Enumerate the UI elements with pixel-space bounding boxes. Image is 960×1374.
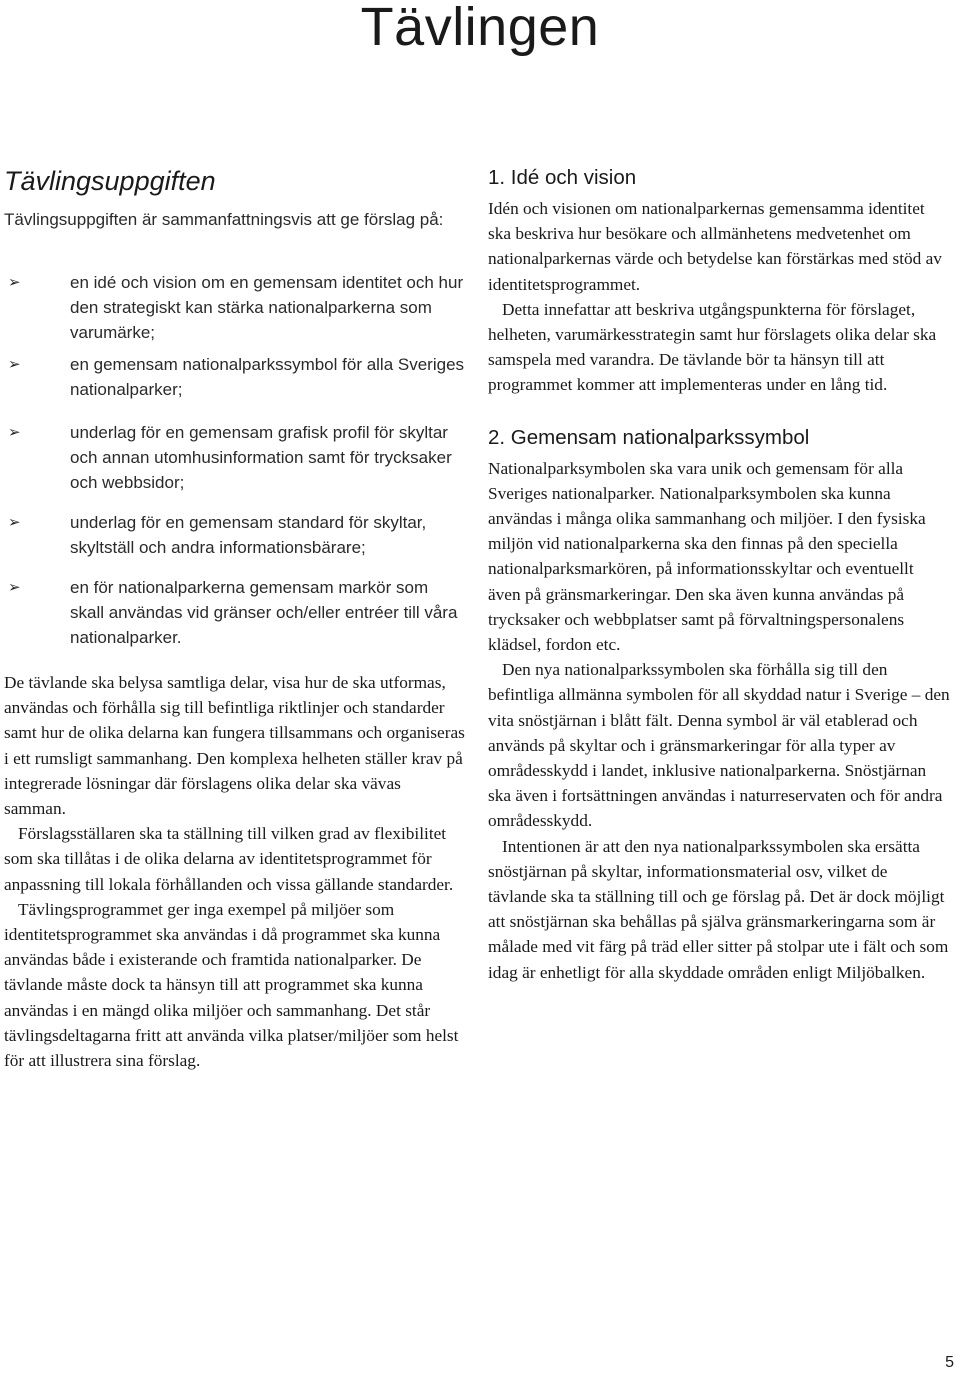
page-title: Tävlingen: [360, 0, 600, 57]
list-item: [4, 575, 466, 650]
paragraph: Detta innefattar att beskriva utgångspunkterna för förslaget, helheten, varumärkesstrategin samt hur förslagets olika delar ska samspela med varandra. De tävlande bör ta hänsyn till att programmet kommer att implementeras under en lång tid.: [488, 299, 937, 395]
page-number: 5: [945, 1354, 954, 1371]
arrow-bullet-icon: ➢: [8, 513, 21, 531]
list-item-text: en för nationalparkerna gemensam markör som skall användas vid gränser och/eller entréer till våra nationalparker.: [70, 578, 458, 647]
paragraph: Tävlingsprogrammet ger inga exempel på miljöer som identitetsprogrammet ska användas i då programmet ska kunna användas både i existerande och framtida nationalparker. De tävlande måste dock ta hänsyn till att programmet ska kunna användas i en mängd olika miljöer och sammanhang. Det står tävlingsdeltagarna fritt att använda vilka platser/miljöer som helst för att illustrera sina förslag.: [4, 899, 459, 1071]
list-item: [4, 420, 466, 495]
section-heading-nationalparkssymbol: 2. Gemensam nationalparkssymbol: [488, 425, 810, 449]
list-item-text: en gemensam nationalparkssymbol för alla Sveriges nationalparker;: [70, 355, 465, 399]
list-item-text: en idé och vision om en gemensam identitet och hur den strategiskt kan stärka nationalparkerna som varumärke;: [70, 273, 464, 342]
task-list: [4, 270, 466, 650]
paragraph: Nationalparksymbolen ska vara unik och gemensam för alla Sveriges nationalparker. Nationalparksymbolen ska kunna användas i många olika sammanhang och miljöer. I den fysiska miljön vid nationalparkerna ska den finnas på den speciella nationalparksmarkören, på informationsskyltar och eventuellt även på gränsmarkeringar. Den ska även kunna användas på trycksaker och webbplatser samt på förvaltningspersonalens klädsel, fordon etc.: [488, 458, 926, 655]
list-item: [4, 352, 466, 402]
paragraph: Intentionen är att den nya nationalparkssymbolen ska ersätta snöstjärnan på skyltar, informationsmaterial osv, vilket de tävlande ska ta ställning till och ge förslag på. Det är dock möjligt att snöstjärnan ska behållas på själva gränsmarkeringarna som är målade med vit färg på träd eller sitter på stolpar ute i fält och som idag är enhetligt för alla skyddade områden enligt Miljöbalken.: [488, 836, 949, 982]
section-heading-ide-och-vision: 1. Idé och vision: [488, 166, 637, 189]
paragraph: Den nya nationalparkssymbolen ska förhålla sig till den befintliga allmänna symbolen för all skyddad natur i Sverige – den vita snöstjärnan i blått fält. Denna symbol är väl etablerad och används på skyltar och i gränsmarkeringar för alla typer av områdesskydd i landet, inklusive nationalparkerna. Snöstjärnan ska även i fortsättningen användas i naturreservaten och för andra områdesskydd.: [488, 660, 950, 831]
list-item: [4, 510, 466, 560]
list-item-text: underlag för en gemensam grafisk profil för skyltar och annan utomhusinformation samt för trycksaker och webbsidor;: [70, 423, 452, 492]
paragraph: De tävlande ska belysa samtliga delar, visa hur de ska utformas, användas och förhålla sig till befintliga riktlinjer och standarder samt hur de olika delarna kan fungera tillsammans och organiseras i ett rumsligt sammanhang. Den komplexa helheten ställer krav på integrerade lösningar där förslagens olika delar ska vävas samman.: [4, 673, 465, 819]
paragraph: Förslagsställaren ska ta ställning till vilken grad av flexibilitet som ska tillåtas i de olika delarna av identitetsprogrammet för anpassning till lokala förhållanden och vissa gällande standarder.: [4, 824, 454, 894]
arrow-bullet-icon: ➢: [8, 355, 21, 373]
body-text: [4, 670, 466, 1073]
arrow-bullet-icon: ➢: [8, 423, 21, 441]
paragraph: Idén och visionen om nationalparkernas gemensamma identitet ska beskriva hur besökare och allmänhetens medvetenhet om nationalparkernas värde och betydelse kan förstärkas med stöd av identitetsprogrammet.: [488, 199, 942, 294]
list-item-text: underlag för en gemensam standard för skyltar, skyltställ och andra informationsbärare;: [70, 513, 427, 557]
list-item: [4, 270, 466, 345]
intro-text: Tävlingsuppgiften är sammanfattningsvis att ge förslag på:: [4, 210, 444, 229]
section-heading-tavlingsuppgiften: Tävlingsuppgiften: [4, 166, 216, 196]
arrow-bullet-icon: ➢: [8, 578, 21, 596]
arrow-bullet-icon: ➢: [8, 273, 21, 291]
right-column: [488, 166, 950, 985]
left-column: [4, 166, 466, 1073]
